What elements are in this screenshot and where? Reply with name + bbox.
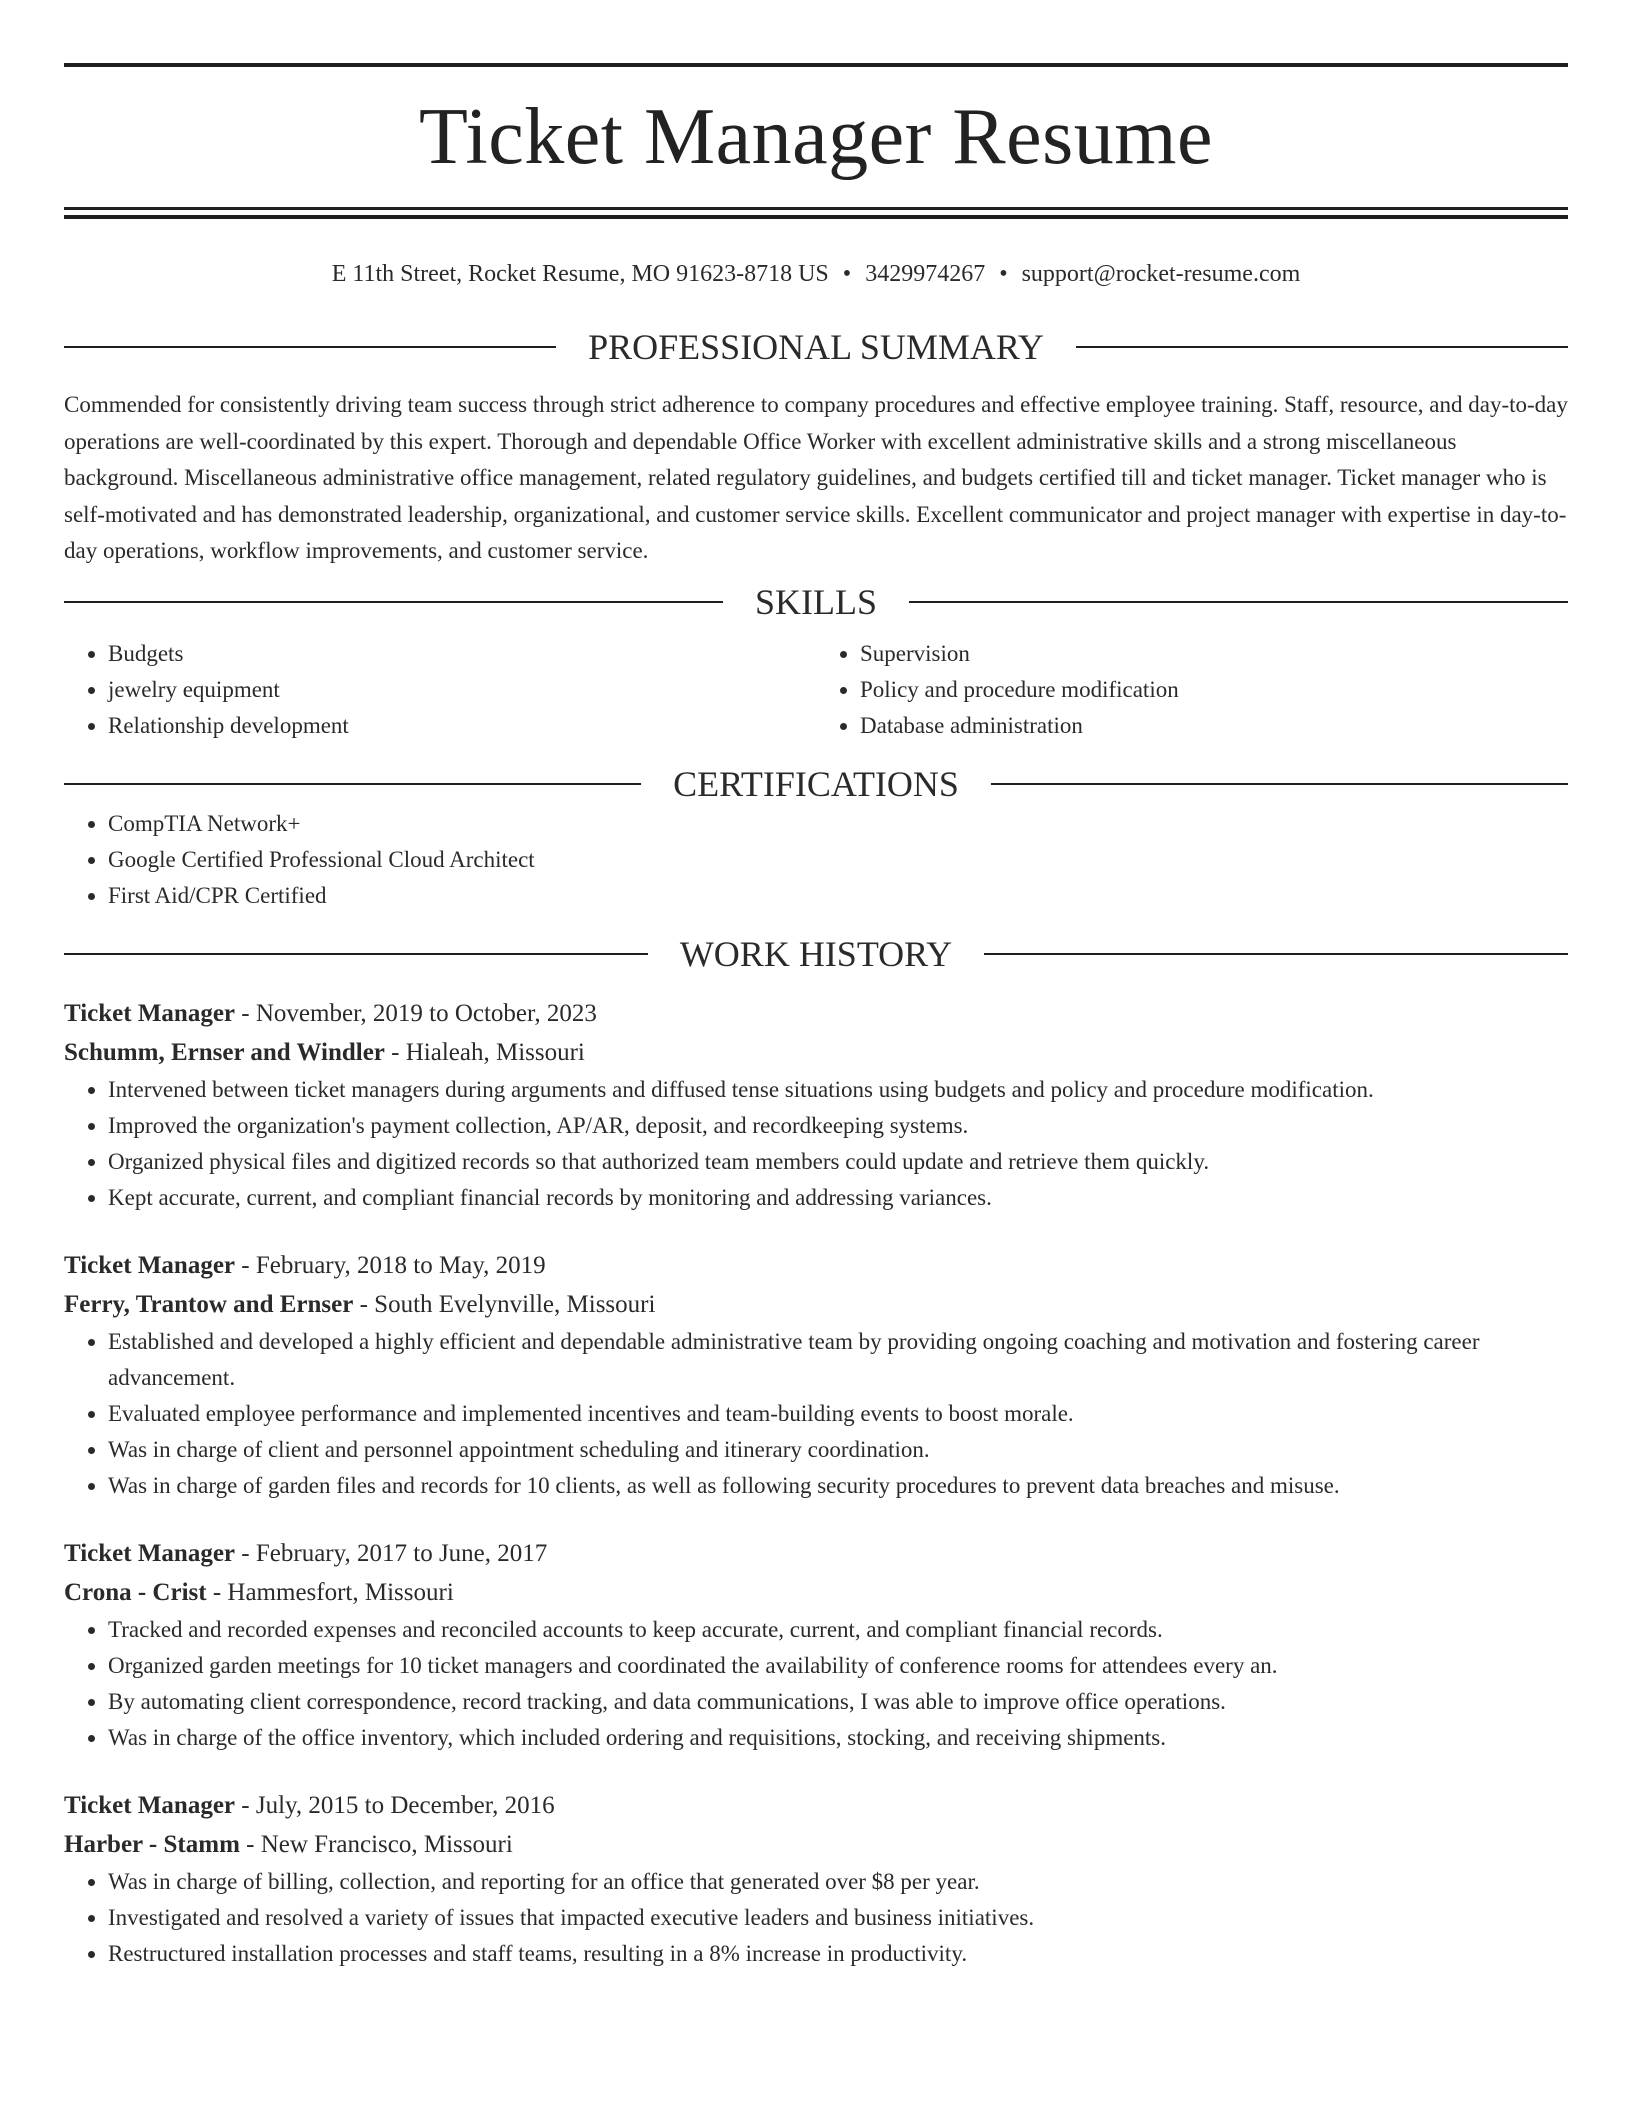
job-dates: - November, 2019 to October, 2023	[235, 999, 597, 1027]
job-entry	[64, 1786, 1568, 1972]
job-company-line	[64, 1033, 1568, 1072]
job-company: Ferry, Trantow and Ernser	[64, 1290, 354, 1318]
contact-phone: 3429974267	[865, 261, 986, 287]
job-company: Harber - Stamm	[64, 1830, 240, 1858]
skill-item: • Database administration	[860, 708, 1568, 744]
contact-line	[64, 257, 1568, 291]
job-duties	[64, 1864, 1568, 1972]
skills-left-column	[64, 636, 816, 744]
certifications-heading-label: CERTIFICATIONS	[673, 763, 959, 804]
heading-rule	[64, 953, 648, 955]
summary-text: Commended for consistently driving team success through strict adherence to company procedures and effective employee training. Staff, resource, and day-to-day operations are well-coordinated by this expert. Thorough and dependable Office Worker with excellent administrative skills and a strong miscellaneous background. Miscellaneous administrative office management, related regulatory guidelines, and budgets certified till and ticket manager. Ticket manager who is self-motivated and has demonstrated leadership, organizational, and customer service skills. Excellent communicator and project manager with expertise in day-to-day operations, workflow improvements, and customer service.	[64, 392, 1568, 563]
job-title-line	[64, 1246, 1568, 1285]
job-duty: • Intervened between ticket managers during arguments and diffused tense situations using budgets and policy and procedure modification.	[108, 1072, 1568, 1108]
job-duty: • Was in charge of garden files and records for 10 clients, as well as following security procedures to prevent data breaches and misuse.	[108, 1468, 1568, 1504]
certifications-list	[64, 806, 1568, 914]
contact-separator: •	[842, 261, 852, 287]
job-location: - South Evelynville, Missouri	[353, 1290, 656, 1318]
certification-item: • First Aid/CPR Certified	[108, 878, 1568, 914]
certification-item: • CompTIA Network+	[108, 806, 1568, 842]
job-title: Ticket Manager	[64, 1791, 236, 1819]
job-company: Crona - Crist	[64, 1578, 207, 1606]
heading-rule	[64, 346, 556, 348]
job-duty: • Established and developed a highly efficient and dependable administrative team by providing ongoing coaching and motivation and fostering career advancement.	[108, 1324, 1568, 1396]
job-duty: • Restructured installation processes and staff teams, resulting in a 8% increase in productivity.	[108, 1936, 1568, 1972]
heading-rule	[1076, 346, 1568, 348]
job-company-line	[64, 1573, 1568, 1612]
skill-item: • Budgets	[108, 636, 816, 672]
job-location: - New Francisco, Missouri	[239, 1830, 513, 1858]
job-duty: • Tracked and recorded expenses and reconciled accounts to keep accurate, current, and compliant financial records.	[108, 1612, 1568, 1648]
heading-rule	[64, 601, 723, 603]
job-duty: • Investigated and resolved a variety of issues that impacted executive leaders and business initiatives.	[108, 1900, 1568, 1936]
job-duty: • Improved the organization's payment collection, AP/AR, deposit, and recordkeeping systems.	[108, 1108, 1568, 1144]
job-dates: - February, 2017 to June, 2017	[235, 1539, 548, 1567]
job-location: - Hammesfort, Missouri	[206, 1578, 454, 1606]
heading-rule	[991, 783, 1568, 785]
contact-email: support@rocket-resume.com	[1021, 261, 1301, 287]
job-company-line	[64, 1825, 1568, 1864]
resume-title: Ticket Manager Resume	[418, 93, 1214, 181]
skill-item: • Relationship development	[108, 708, 816, 744]
skill-item: • Policy and procedure modification	[860, 672, 1568, 708]
job-company-line	[64, 1285, 1568, 1324]
certification-item: • Google Certified Professional Cloud Architect	[108, 842, 1568, 878]
summary-heading-label: PROFESSIONAL SUMMARY	[588, 327, 1044, 367]
resume-page	[64, 0, 1568, 1972]
job-duties	[64, 1324, 1568, 1504]
job-title-line	[64, 1534, 1568, 1573]
summary-heading	[64, 325, 1568, 369]
job-title: Ticket Manager	[64, 1251, 236, 1279]
skills-heading	[64, 580, 1568, 624]
job-duty: • Was in charge of billing, collection, and reporting for an office that generated over $8 per year.	[108, 1864, 1568, 1900]
job-duty: • Kept accurate, current, and compliant financial records by monitoring and addressing variances.	[108, 1180, 1568, 1216]
job-location: - Hialeah, Missouri	[384, 1038, 585, 1066]
job-entry	[64, 1246, 1568, 1504]
job-duty: • Organized garden meetings for 10 ticket managers and coordinated the availability of conference rooms for attendees every an.	[108, 1648, 1568, 1684]
job-duties	[64, 1072, 1568, 1216]
job-duty: • Organized physical files and digitized records so that authorized team members could update and retrieve them quickly.	[108, 1144, 1568, 1180]
work-history-list	[64, 994, 1568, 1972]
job-title-line	[64, 994, 1568, 1033]
title-double-rule	[64, 207, 1568, 219]
job-duty: • By automating client correspondence, record tracking, and data communications, I was able to improve office operations.	[108, 1684, 1568, 1720]
heading-rule	[984, 953, 1568, 955]
skill-item: • Supervision	[860, 636, 1568, 672]
job-title-line	[64, 1786, 1568, 1825]
contact-separator: •	[999, 261, 1008, 287]
skills-list	[64, 636, 1568, 744]
heading-rule	[909, 601, 1568, 603]
work-history-heading-label: WORK HISTORY	[679, 933, 953, 974]
job-title: Ticket Manager	[64, 1539, 236, 1567]
skills-heading-label: SKILLS	[755, 581, 878, 622]
job-duty: • Evaluated employee performance and implemented incentives and team-building events to boost morale.	[108, 1396, 1568, 1432]
heading-rule	[64, 783, 641, 785]
job-entry	[64, 994, 1568, 1216]
job-entry	[64, 1534, 1568, 1756]
certifications-heading	[64, 762, 1568, 806]
title-top-rule	[64, 63, 1568, 67]
job-title: Ticket Manager	[64, 999, 236, 1027]
skill-item: • jewelry equipment	[108, 672, 816, 708]
job-duties	[64, 1612, 1568, 1756]
job-company: Schumm, Ernser and Windler	[64, 1038, 385, 1066]
job-duty: • Was in charge of the office inventory, which included ordering and requisitions, stocking, and receiving shipments.	[108, 1720, 1568, 1756]
job-dates: - February, 2018 to May, 2019	[235, 1251, 546, 1279]
contact-address: E 11th Street, Rocket Resume, MO 91623-8718 US	[331, 261, 829, 287]
skills-right-column	[816, 636, 1568, 744]
work-history-heading	[64, 932, 1568, 976]
job-duty: • Was in charge of client and personnel appointment scheduling and itinerary coordination.	[108, 1432, 1568, 1468]
job-dates: - July, 2015 to December, 2016	[235, 1791, 555, 1819]
